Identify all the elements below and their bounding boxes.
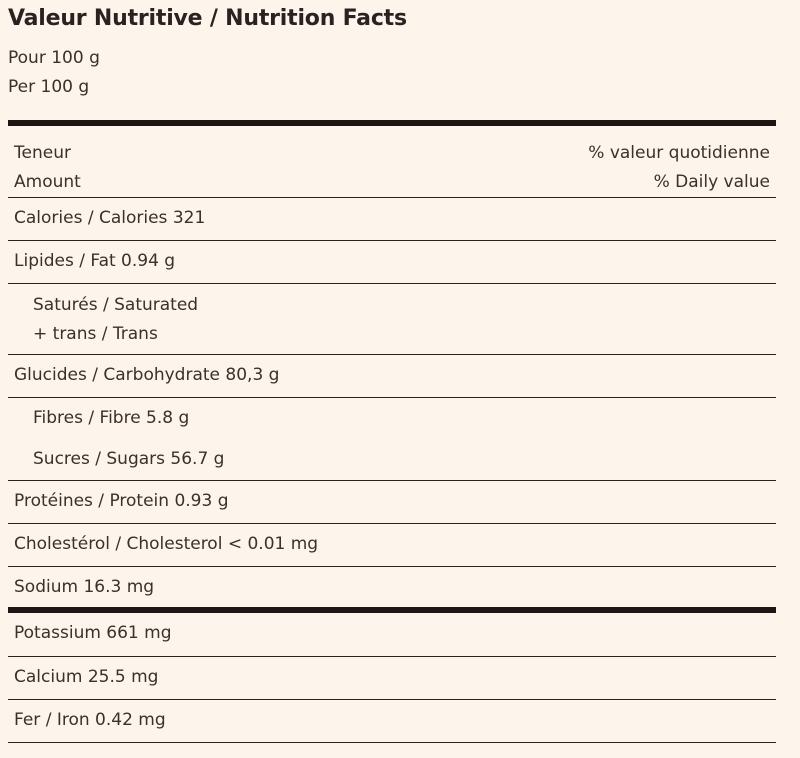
row-potassium xyxy=(8,613,776,656)
panel-title: Valeur Nutritive / Nutrition Facts xyxy=(8,6,407,31)
row-protein xyxy=(8,481,776,523)
row-cholesterol xyxy=(8,524,776,566)
row-saturated-trans xyxy=(8,284,776,354)
iron-label: Fer / Iron 0.42 mg xyxy=(14,710,166,730)
divider xyxy=(8,742,776,743)
amount-label-fr: Teneur xyxy=(14,143,71,163)
sodium-label: Sodium 16.3 mg xyxy=(14,577,155,597)
cholesterol-label: Cholestérol / Cholesterol < 0.01 mg xyxy=(14,534,319,554)
row-carbohydrate xyxy=(8,355,776,397)
row-calories xyxy=(8,198,776,240)
calcium-label: Calcium 25.5 mg xyxy=(14,667,159,687)
daily-value-label-fr: % valeur quotidienne xyxy=(588,143,770,163)
row-calcium xyxy=(8,657,776,699)
trans-label: + trans / Trans xyxy=(33,324,158,344)
amount-label-en: Amount xyxy=(14,172,81,192)
carbohydrate-label: Glucides / Carbohydrate 80,3 g xyxy=(14,365,280,385)
serving-size-en: Per 100 g xyxy=(8,77,90,97)
table-header xyxy=(8,126,776,197)
daily-value-label-en: % Daily value xyxy=(653,172,770,192)
row-sodium xyxy=(8,567,776,607)
nutrition-table xyxy=(8,120,776,743)
sugars-label: Sucres / Sugars 56.7 g xyxy=(33,449,225,469)
row-fat xyxy=(8,241,776,283)
fat-label: Lipides / Fat 0.94 g xyxy=(14,251,176,271)
potassium-label: Potassium 661 mg xyxy=(14,623,172,643)
calories-label: Calories / Calories 321 xyxy=(14,208,206,228)
serving-size-fr: Pour 100 g xyxy=(8,48,100,68)
protein-label: Protéines / Protein 0.93 g xyxy=(14,491,229,511)
row-iron xyxy=(8,700,776,742)
saturated-label: Saturés / Saturated xyxy=(33,295,199,315)
row-fibre xyxy=(8,398,776,439)
fibre-label: Fibres / Fibre 5.8 g xyxy=(33,408,190,428)
row-sugars xyxy=(8,439,776,480)
